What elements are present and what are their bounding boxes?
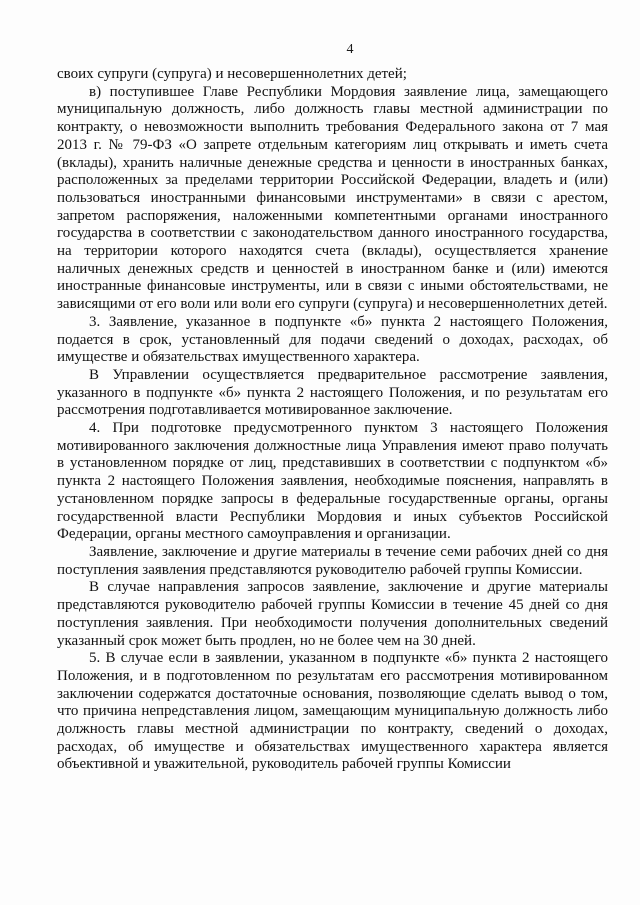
paragraph-preliminary-review: В Управлении осуществляется предварительное рассмотрение заявления, указанного в подпункте «б» пункта 2 настоящего Положения, и по результатам его рассмотрения подготавливается мотивированное заключение. [57,366,608,419]
page-number: 4 [346,42,354,57]
paragraph-item-5: 5. В случае если в заявлении, указанном в подпункте «б» пункта 2 настоящего Положения, и в подготовленном по результатам его рассмотрения мотивированном заключении содержатся достаточные основания, позволяющие сделать вывод о том, что причина непредставления лицом, замещающим муниципальную должность либо должность главы местной администрации по контракту, сведений о доходах, расходах, об имуществе и обязательствах имущественного характера является объективной и уважительной, руководитель рабочей группы Комиссии [57,650,608,773]
paragraph-submission-7-days: Заявление, заключение и другие материалы в течение семи рабочих дней со дня поступления заявления представляются руководителю рабочей группы Комиссии. [57,543,608,578]
paragraph-subitem-v: в) поступившее Главе Республики Мордовия заявление лица, замещающего муниципальную должность, либо должность главы местной администрации по контракту, о невозможности выполнить требования Федерального закона от 7 мая 2013 г. № 79-ФЗ «О запрете отдельным категориям лиц открывать и иметь счета (вклады), хранить наличные денежные средства и ценности в иностранных банках, расположенных за пределами территории Российской Федерации, владеть и (или) пользоваться иностранными финансовыми инструментами» в связи с арестом, запретом распоряжения, наложенными компетентными органами иностранного государства в соответствии с законодательством данного иностранного государства, на территории которого находятся счета (вклады), осуществляется хранение наличных денежных средств и ценностей в иностранном банке и (или) имеются иностранные финансовые инструменты, или в связи с иными обстоятельствами, не зависящими от его воли или воли его супруги (супруга) и несовершеннолетних детей. [57,83,608,313]
document-body [57,66,608,774]
paragraph-continuation: своих супруги (супруга) и несовершеннолетних детей; [57,66,407,82]
paragraph-item-3: 3. Заявление, указанное в подпункте «б» пункта 2 настоящего Положения, подается в срок, установленный для подачи сведений о доходах, расходах, об имуществе и обязательствах имущественного характера. [57,313,608,366]
paragraph-submission-45-days: В случае направления запросов заявление, заключение и другие материалы представляются руководителю рабочей группы Комиссии в течение 45 дней со дня поступления заявления. При необходимости получения дополнительных сведений указанный срок может быть продлен, но не более чем на 30 дней. [57,579,608,649]
paragraph-item-4: 4. При подготовке предусмотренного пунктом 3 настоящего Положения мотивированного заключения должностные лица Управления имеют право получать в установленном порядке от лиц, представивших в соответствии с подпунктом «б» пункта 2 настоящего Положения заявления, необходимые пояснения, направлять в установленном порядке запросы в федеральные государственные органы, органы государственной власти Республики Мордовия и иных субъектов Российской Федерации, органы местного самоуправления и организации. [57,420,608,543]
